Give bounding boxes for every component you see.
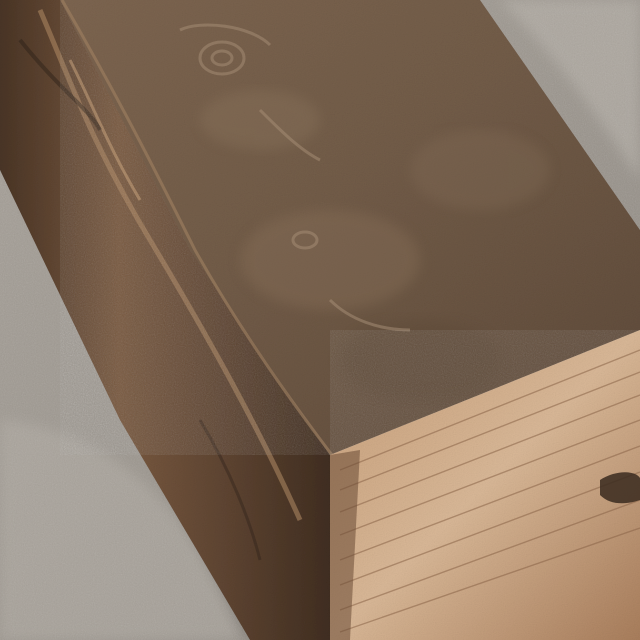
page-damage [600,472,640,503]
